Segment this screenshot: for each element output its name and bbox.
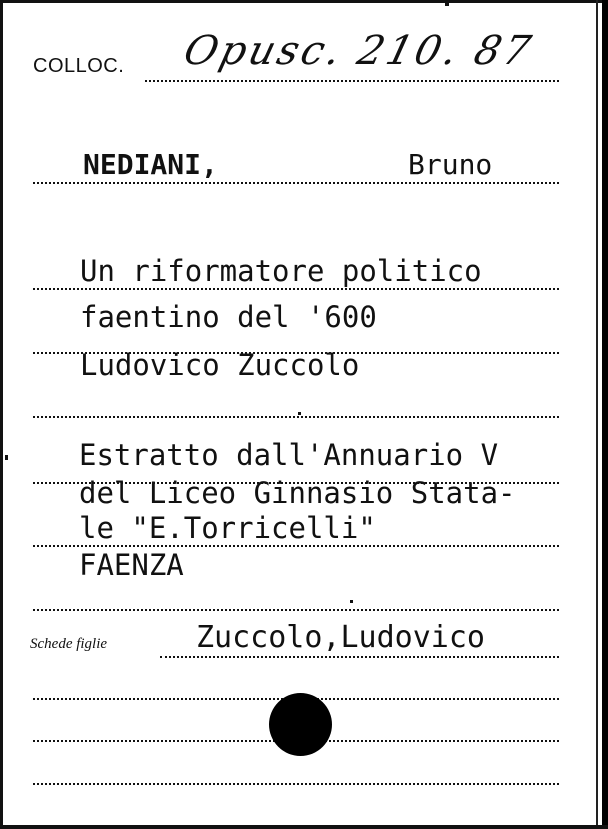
schede-figlie-value: Zuccolo,Ludovico — [196, 620, 485, 655]
rule-line — [33, 609, 559, 611]
title-line-3: Ludovico Zuccolo — [80, 348, 360, 382]
stray-mark — [350, 600, 353, 603]
card-edge-top — [0, 0, 608, 3]
card-edge-right-inner — [596, 0, 598, 829]
card-edge-left — [0, 0, 3, 829]
rule-line — [160, 656, 559, 658]
title-line-1: Un riformatore politico — [80, 254, 482, 288]
punched-hole — [269, 693, 332, 756]
source-line-2: del Liceo Ginnasio Stata- — [79, 476, 516, 510]
card-edge-bottom — [0, 825, 608, 829]
stray-mark — [5, 455, 8, 460]
source-line-3: le "E.Torricelli" — [79, 511, 376, 545]
source-line-4: FAENZA — [79, 548, 184, 582]
stray-mark — [445, 0, 449, 6]
rule-line — [33, 783, 559, 785]
title-line-2: faentino del '600 — [80, 300, 377, 334]
rule-line — [33, 416, 559, 418]
source-line-1: Estratto dall'Annuario V — [79, 438, 499, 472]
rule-line — [33, 288, 559, 290]
author-name: Bruno — [408, 148, 493, 181]
colloc-label: COLLOC. — [33, 55, 125, 77]
colloc-value: Opusc. 210. 87 — [179, 28, 538, 74]
rule-line — [145, 80, 559, 82]
schede-figlie-label: Schede figlie — [30, 636, 108, 652]
stray-mark — [298, 412, 301, 415]
rule-line — [33, 545, 559, 547]
author-surname: NEDIANI, — [83, 148, 218, 181]
card-edge-right — [602, 0, 608, 829]
rule-line — [33, 182, 559, 184]
